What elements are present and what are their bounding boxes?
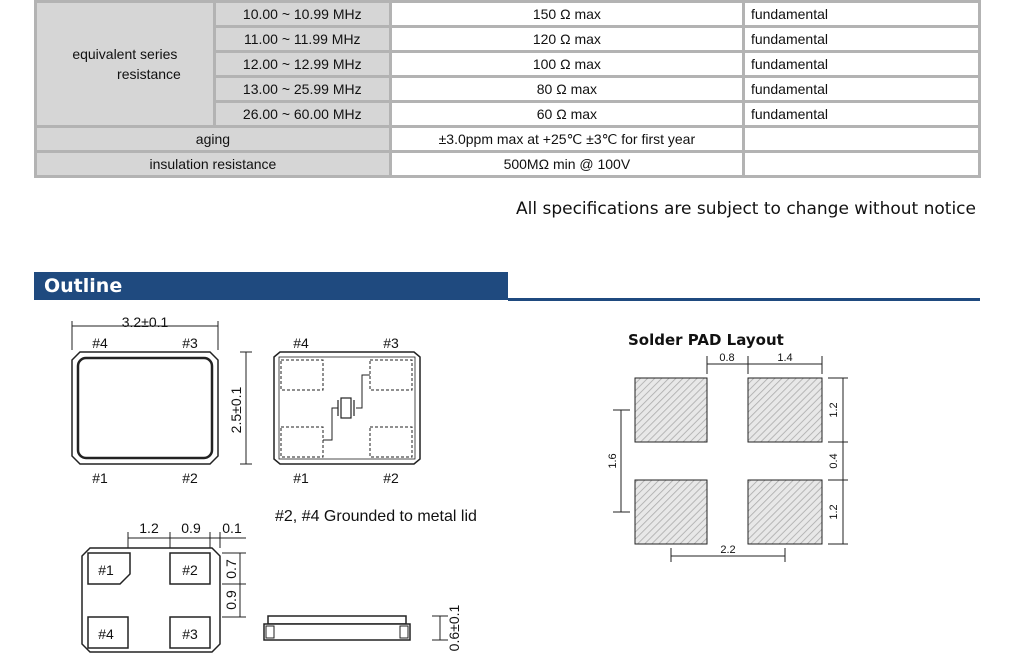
pad-gap-y: 0.4 [828,453,840,469]
height-dim-label: 2.5±0.1 [228,386,244,434]
side-view [264,604,462,651]
internal-pin1-label: #1 [293,470,309,486]
bottom-dim-b: 0.9 [181,520,201,536]
pad-total-width: 2.2 [720,544,736,556]
esr-mode: fundamental [745,28,978,50]
solder-pad [635,378,707,442]
pad-total-height: 1.6 [607,453,619,469]
solder-pad [748,378,822,442]
top-pin2-label: #2 [182,470,198,486]
side-height-dim: 0.6±0.1 [446,604,462,652]
pad-gap-x: 0.8 [719,352,735,364]
solder-pad [748,480,822,544]
esr-label-line2: resistance [117,66,181,82]
solder-pad-layout [607,331,848,562]
bottom-dim-a: 1.2 [139,520,159,536]
top-pin4-label: #4 [92,335,108,351]
pad-height-top: 1.2 [828,402,840,418]
esr-freq: 10.00 ~ 10.99 MHz [216,3,389,25]
bottom-dim-v1: 0.7 [223,559,239,579]
aging-label: aging [37,128,389,150]
internal-pin4-label: #4 [293,335,309,351]
bottom-pin3-label: #3 [182,626,198,642]
esr-freq: 13.00 ~ 25.99 MHz [216,78,389,100]
esr-mode: fundamental [745,78,978,100]
esr-freq: 12.00 ~ 12.99 MHz [216,53,389,75]
package-outline [72,352,218,464]
esr-freq: 26.00 ~ 60.00 MHz [216,103,389,125]
esr-value: 150 Ω max [392,3,742,25]
bottom-dim-v2: 0.9 [223,590,239,610]
bottom-pin1-label: #1 [98,562,114,578]
esr-value: 100 Ω max [392,53,742,75]
ground-note: #2, #4 Grounded to metal lid [275,508,477,525]
internal-pin3-label: #3 [383,335,399,351]
insulation-label: insulation resistance [37,153,389,175]
pad-height-bottom: 1.2 [828,504,840,520]
esr-mode: fundamental [745,3,978,25]
esr-value: 120 Ω max [392,28,742,50]
solder-pad-title: Solder PAD Layout [628,331,784,349]
esr-freq: 11.00 ~ 11.99 MHz [216,28,389,50]
solder-pad [635,480,707,544]
internal-view [274,335,420,486]
esr-value: 60 Ω max [392,103,742,125]
esr-value: 80 Ω max [392,78,742,100]
esr-label-line1: equivalent series [72,46,178,62]
outline-header: Outline [34,272,508,300]
aging-value: ±3.0ppm max at +25℃ ±3℃ for first year [392,128,742,150]
top-pin3-label: #3 [182,335,198,351]
esr-mode: fundamental [745,103,978,125]
pad-width: 1.4 [777,352,793,364]
esr-mode: fundamental [745,53,978,75]
bottom-dim-c: 0.1 [222,520,242,536]
bottom-pin2-label: #2 [182,562,198,578]
top-view [72,314,252,486]
bottom-view [82,520,246,652]
width-dim-label: 3.2±0.1 [121,314,169,330]
top-pin1-label: #1 [92,470,108,486]
bottom-pin4-label: #4 [98,626,114,642]
internal-pin2-label: #2 [383,470,399,486]
change-notice: All specifications are subject to change without notice [516,199,976,219]
insulation-value: 500MΩ min @ 100V [392,153,742,175]
